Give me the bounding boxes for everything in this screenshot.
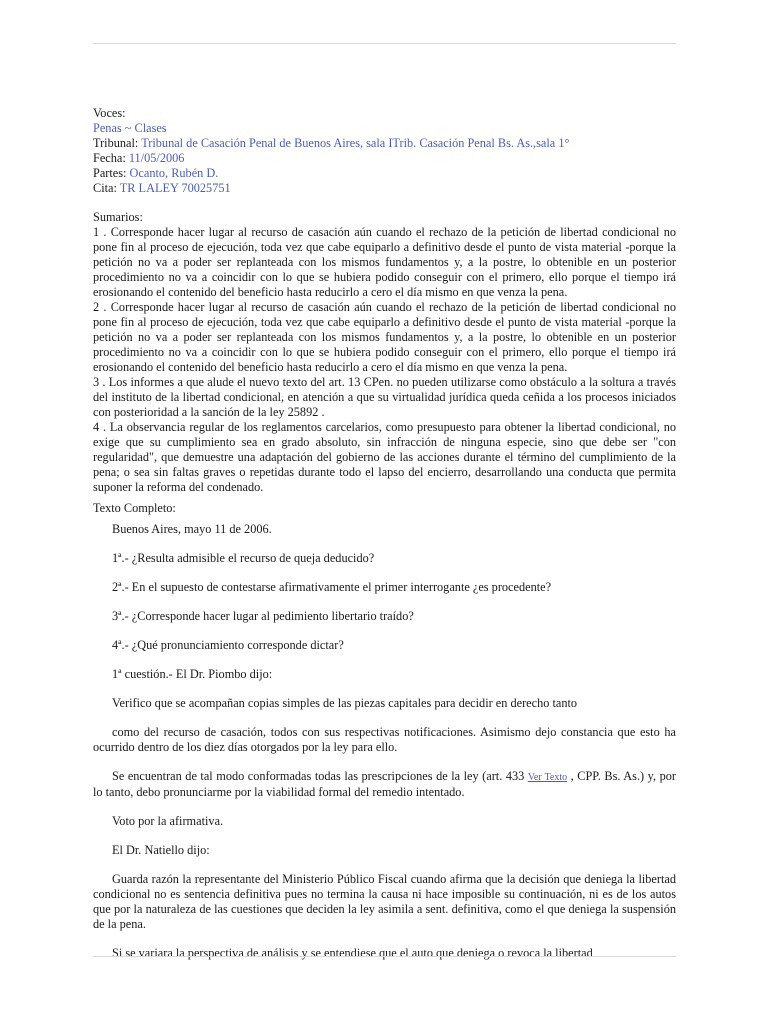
body-paragraph: 1ª cuestión.- El Dr. Piombo dijo: (112, 667, 273, 681)
ley-text-a: Se encuentran de tal modo conformadas todas las prescripciones de la ley (art. 433 (112, 769, 528, 783)
sumario-item: 3 . Los informes a que alude el nuevo texto del art. 13 CPen. no pueden utilizarse como obstáculo a la soltura a través del instituto de la libertad condicional, en atención a que su virtualidad jurídica queda ceñida a los procesos iniciados con posterioridad a la sanción de la ley 25892 . (93, 375, 676, 419)
body-paragraph: 3ª.- ¿Corresponde hacer lugar al pedimiento libertario traído? (112, 609, 414, 623)
body-paragraph: El Dr. Natiello dijo: (112, 843, 210, 857)
cita-line (93, 181, 676, 196)
ley-text-b: , CPP. Bs. As.) y, por lo tanto, debo pronunciarme por la viabilidad formal del remedio intentado. (93, 769, 676, 799)
bottom-divider (93, 956, 676, 957)
body-paragraph: 2ª.- En el supuesto de contestarse afirmativamente el primer interrogante ¿es procedente? (112, 580, 552, 594)
body-paragraph: Voto por la afirmativa. (112, 814, 224, 828)
tribunal-line (93, 136, 676, 151)
body-paragraph-ley (93, 769, 676, 800)
tribunal-label: Tribunal: (93, 136, 142, 150)
top-divider (93, 43, 676, 44)
sumarios-label: Sumarios: (93, 210, 143, 224)
voces-label: Voces: (93, 106, 126, 120)
body-paragraph: como del recurso de casación, todos con sus respectivas notificaciones. Asimismo dejo constancia que esto ha ocurrido dentro de los diez días otorgados por la ley para ello. (93, 725, 676, 754)
body-paragraph: Si se variara la perspectiva de análisis y se entendiese que el auto que deniega o revoca la libertad (112, 946, 593, 960)
partes-link[interactable]: Ocanto, Rubén D. (129, 166, 219, 180)
cita-link[interactable]: TR LALEY 70025751 (119, 181, 231, 195)
body-paragraph: 1ª.- ¿Resulta admisible el recurso de queja deducido? (112, 551, 375, 565)
body-paragraph: Buenos Aires, mayo 11 de 2006. (112, 522, 272, 536)
body-paragraph: 4ª.- ¿Qué pronunciamiento corresponde dictar? (112, 638, 344, 652)
voces-value-line[interactable] (93, 121, 676, 136)
ver-texto-link[interactable]: Ver Texto (527, 772, 568, 783)
voces-link[interactable]: Penas ~ Clases (93, 121, 167, 135)
document-content (93, 106, 676, 961)
body-paragraph: Verifico que se acompañan copias simples de las piezas capitales para decidir en derecho tanto (112, 696, 578, 710)
partes-line (93, 166, 676, 181)
fecha-line (93, 151, 676, 166)
fecha-label: Fecha: (93, 151, 129, 165)
sumario-item: 4 . La observancia regular de los reglamentos carcelarios, como presupuesto para obtener la libertad condicional, no exige que su cumplimiento sea en grado absoluto, sin infracción de ninguna especie, sino que debe ser "con regularidad", que demuestre una adaptación del gobierno de las acciones durante el término del cumplimiento de la pena; o sea sin faltas graves o repetidas durante todo el lapso del encierro, desarrollando una conducta que permita suponer la reforma del condenado. (93, 420, 676, 494)
texto-completo-label: Texto Completo: (93, 501, 176, 515)
sumario-item: 1 . Corresponde hacer lugar al recurso de casación aún cuando el rechazo de la petición de libertad condicional no pone fin al proceso de ejecución, toda vez que cabe equiparlo a definitivo desde el punto de vista material -porque la petición no va a poder ser replanteada con los mismos fundamentos y, a la postre, lo obtenible en un posterior procedimiento no va a coincidir con lo que se hubiera podido conseguir con el primero, ello porque el tiempo irá erosionando el contenido del beneficio hasta reducirlo a cero el día mismo en que venza la pena. (93, 225, 676, 299)
tribunal-link[interactable]: Tribunal de Casación Penal de Buenos Aires, sala ITrib. Casación Penal Bs. As.,sala 1° (141, 136, 570, 150)
sumario-item: 2 . Corresponde hacer lugar al recurso de casación aún cuando el rechazo de la petición de libertad condicional no pone fin al proceso de ejecución, toda vez que cabe equiparlo a definitivo desde el punto de vista material -porque la petición no va a poder ser replanteada con los mismos fundamentos y, a la postre, lo obtenible en un posterior procedimiento no va a coincidir con lo que se hubiera podido conseguir con el primero, ello porque el tiempo irá erosionando el contenido del beneficio hasta reducirlo a cero el día mismo en que venza la pena. (93, 300, 676, 374)
fecha-link[interactable]: 11/05/2006 (128, 151, 185, 165)
body-paragraph: Guarda razón la representante del Ministerio Público Fiscal cuando afirma que la decisión que deniega la libertad condicional no es sentencia definitiva pues no termina la causa ni hace imposible su continuación, ni es de los autos que por la naturaleza de las cuestiones que deciden la ley asimila a sent. definitiva, como el que deniega la suspensión de la pena. (93, 872, 676, 931)
voces-line (93, 106, 676, 121)
partes-label: Partes: (93, 166, 130, 180)
cita-label: Cita: (93, 181, 120, 195)
